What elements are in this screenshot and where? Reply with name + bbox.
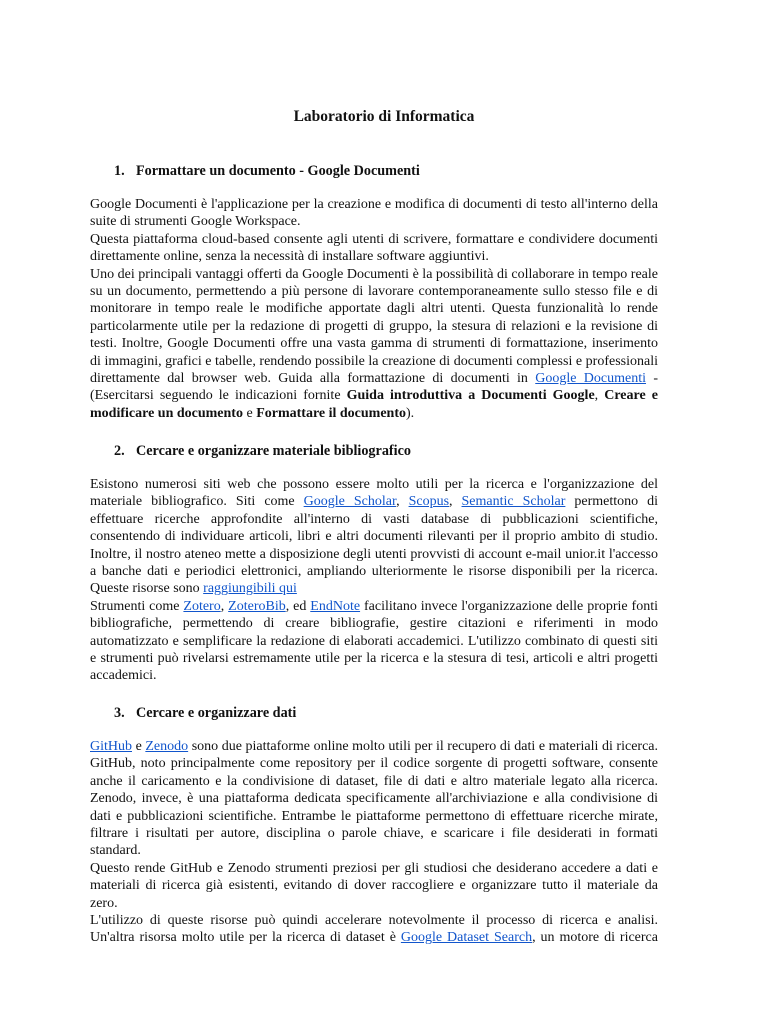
text-line: anche il caricamento e la condivisione di dataset, file di dati e altro materiale legato alla ricerca. <box>90 773 658 789</box>
text-line: effettuare ricerche approfondite all'interno di vasti database di pubblicazioni scientifiche, <box>90 511 658 527</box>
text-line: Inoltre, il nostro ateneo mette a disposizione degli utenti provvisti di account e-mail unior.it l'accesso <box>90 546 658 562</box>
section-2-heading <box>114 441 411 461</box>
text-line: Zenodo, invece, è una piattaforma dedicata specificamente all'archiviazione e alla condivisione di <box>90 791 658 807</box>
google-documenti-link[interactable]: Google Documenti <box>535 371 647 387</box>
guide-title-bold: Creare e <box>604 388 658 404</box>
raggiungibili-qui-link[interactable]: raggiungibili qui <box>203 581 297 597</box>
google-scholar-link[interactable]: Google Scholar <box>303 494 397 510</box>
section-number: 1. <box>114 163 125 179</box>
text-line: monitorare in tempo reale le modifiche apportate dagli altri utenti. Questa funzionalità lo rende <box>90 301 658 317</box>
section-1-heading <box>114 161 420 181</box>
text-line: Questo rende GitHub e Zenodo strumenti preziosi per gli studiosi che desiderano accedere a dati e <box>90 860 658 876</box>
section-2-paragraph <box>90 476 658 685</box>
text-line: materiale bibliografico. Siti come Google Scholar, Scopus, Semantic Scholar permettono di <box>90 494 659 510</box>
guide-title-bold: modificare un documento <box>90 405 243 421</box>
section-1-paragraph <box>90 196 658 422</box>
text-line: direttamente online, senza la necessità di installare software aggiuntivi. <box>90 249 489 265</box>
text-line: a banche dati e periodici elettronici, ampliando ulteriormente le risorse disponibili per la ricerca. <box>90 564 658 580</box>
text-line: modificare un documento e Formattare il documento). <box>90 405 415 421</box>
github-link[interactable]: GitHub <box>90 739 132 754</box>
section-title: Formattare un documento - Google Documenti <box>136 163 420 179</box>
semantic-scholar-link[interactable]: Semantic Scholar <box>461 494 566 510</box>
text-line: Uno dei principali vantaggi offerti da Google Documenti è la possibilità di collaborare in tempo reale <box>90 266 658 282</box>
text-line: Un'altra risorsa molto utile per la ricerca di dataset è Google Dataset Search, un motore di ricerca <box>90 930 658 946</box>
text-line: su un documento, permettendo a più persone di lavorare contemporaneamente sullo stesso file e di <box>90 284 658 300</box>
text-line: Strumenti come Zotero, ZoteroBib, ed EndNote facilitano invece l'organizzazione delle proprie fonti <box>90 598 658 614</box>
text-line: consentendo di individuare articoli, libri e altri documenti rilevanti per il proprio ambito di studio. <box>90 529 658 545</box>
section-number: 3. <box>114 705 125 721</box>
text-line: filtrare i risultati per autore, disciplina o parole chiave, e scaricare i file desiderati in formati standard. <box>90 826 658 859</box>
text-line: Questa piattaforma cloud-based consente agli utenti di scrivere, formattare e condividere documenti <box>90 231 658 247</box>
text-line: dati e pubblicazioni scientifiche. Entrambe le piattaforme permettono di effettuare ricerche mirate, <box>90 808 658 824</box>
section-title: Cercare e organizzare dati <box>136 705 297 721</box>
text-line: di immagini, grafici e tabelle, rendendo possibile la creazione di documenti complessi e professionali <box>90 353 658 369</box>
zenodo-link[interactable]: Zenodo <box>145 739 189 754</box>
section-number: 2. <box>114 443 125 459</box>
text-line: suite di strumenti Google Workspace. <box>90 214 301 230</box>
zotero-link[interactable]: Zotero <box>183 598 221 614</box>
scopus-link[interactable]: Scopus <box>408 494 450 510</box>
text-line: testi. Inoltre, Google Documenti offre una vasta gamma di strumenti di formattazione, inserimento <box>90 336 658 352</box>
text-line: Queste risorse sono raggiungibili qui <box>90 581 297 597</box>
text-line: direttamente dal browser web. Guida alla formattazione di documenti in Google Documenti - <box>90 371 659 387</box>
text-line: Google Documenti è l'applicazione per la creazione e modifica di documenti di testo all'interno della <box>90 197 658 212</box>
guide-title-bold: Guida introduttiva a Documenti Google <box>346 388 595 404</box>
text-line: GitHub e Zenodo sono due piattaforme online molto utili per il recupero di dati e materiali di ricerca. <box>90 739 658 754</box>
text-line: materiali di ricerca già esistenti, evitando di dover raccogliere e organizzare tutto il materiale da zero. <box>90 878 658 911</box>
text-line: (Esercitarsi seguendo le indicazioni fornite Guida introduttiva a Documenti Google, Creare e <box>90 388 658 404</box>
text-line: bibliografiche, permettendo di creare bibliografie, gestire citazioni e riferimenti in modo <box>90 616 658 632</box>
guide-title-bold: Formattare il documento <box>256 405 407 421</box>
google-dataset-search-link[interactable]: Google Dataset Search <box>400 930 533 946</box>
section-title: Cercare e organizzare materiale bibliografico <box>136 443 411 459</box>
document-title: Laboratorio di Informatica <box>293 108 475 125</box>
text-line: GitHub, noto principalmente come repository per il codice sorgente di progetti software, consente <box>90 756 658 772</box>
section-3-heading <box>114 703 296 723</box>
text-line: Esistono numerosi siti web che possono essere molto utili per la ricerca e l'organizzazione del <box>90 477 658 492</box>
section-3-paragraph <box>90 738 658 947</box>
text-line: accademici. <box>90 668 157 684</box>
zoterobib-link[interactable]: ZoteroBib <box>228 598 286 614</box>
text-line: automatizzato e semplificare la redazione di elaborati accademici. L'utilizzo combinato di questi siti <box>90 633 658 649</box>
text-line: L'utilizzo di queste risorse può quindi accelerare notevolmente il processo di ricerca e analisi. <box>90 913 658 929</box>
text-line: particolarmente utile per la redazione di progetti di gruppo, la stesura di relazioni e la revisione di <box>90 318 658 334</box>
endnote-link[interactable]: EndNote <box>310 598 361 614</box>
text-line: e strumenti può rivelarsi estremamente utile per la ricerca e la stesura di tesi, articoli e altri progetti <box>90 651 658 667</box>
